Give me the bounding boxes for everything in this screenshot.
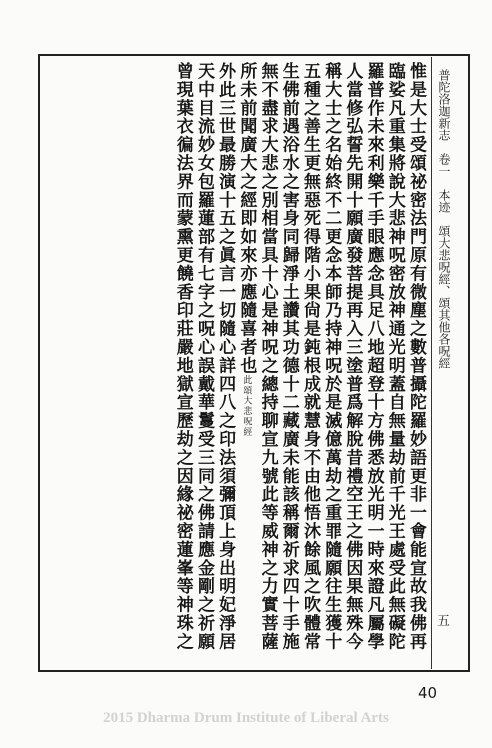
watermark: 2015 Dharma Drum Institute of Liberal Arts (103, 710, 389, 726)
leaf-number: 五 (437, 614, 451, 629)
text-column-2: 臨娑凡重集將說大悲神呪密放神通光明蓋自無量劫前千光王處受此無礙陀 (384, 62, 405, 651)
text-column-6: 五種之善生更無惡死得階小果尙是鈍根成就慧身不由他悟沐餘風之吹體常 (299, 62, 320, 651)
text-column-11: 天中目流妙女包羅蓮部有七字之呪心誤戴華鬘受三同之佛請應金剛之祈願 (193, 62, 214, 651)
text-column-9-main: 所未前聞廣大之經即如來亦應隨喜者也 (236, 62, 257, 375)
text-column-12: 曾現葉衣徧法界而蒙熏更饒香印莊嚴地獄宣歷劫之因緣祕密蓮峯等神珠之 (172, 62, 193, 651)
text-column-3: 羅普作未來利樂千手眼應念具足八地超登十方佛悉放光明一時來證凡屬學 (363, 62, 384, 651)
text-column-1: 惟是大士受頌祕密法門原有微塵之數普攝陀羅妙語更非一會能宣故我佛再 (406, 62, 426, 651)
running-header-column (431, 57, 456, 669)
inline-note: 此頌大悲呪經 (241, 374, 252, 438)
text-column-9 (235, 62, 256, 664)
text-column-8: 無不盡求大悲之別相當具十心是神呪之總持聊宣九號此等威神之力實菩薩 (257, 62, 278, 651)
text-column-10: 外此三世最勝演十五之眞言一切隨心詳四八之印法須彌頂上身出明妃淨居 (215, 62, 236, 651)
running-title: 普陀洛迦新志 卷一 本迹 頌大悲呪經、頌其他各呪經 (437, 69, 451, 369)
text-column-5: 稱大士之名始終不二更念本師乃持神呪於是滅億萬劫之重罪隨願往生獲十 (321, 62, 342, 651)
page-number: 40 (418, 684, 438, 702)
text-column-7: 生佛前遇浴水之害身同歸淨土讚其功德十二藏廣未能該稱爾祈求四十手施 (278, 62, 299, 651)
text-column-4: 人當修弘誓先開十願廣發菩提再入三塗普爲解脫昔禮空王之佛因果無殊今 (342, 62, 363, 651)
body-text-block (46, 62, 426, 664)
